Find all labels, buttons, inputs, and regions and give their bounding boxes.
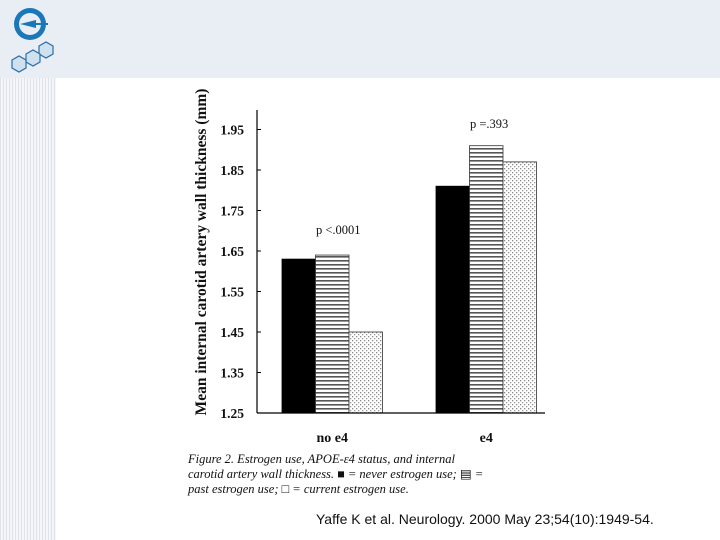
caption-line-2: carotid artery wall thickness. ■ = never estrogen use; ▤ = [188,467,484,481]
bar-horizontal-lines-no-e4 [316,255,350,413]
bar-dotted-e4 [503,162,537,413]
p-value-e4: p =.393 [470,117,509,131]
bar-horizontal-lines-e4 [470,146,504,413]
y-tick-label: 1.75 [220,203,244,219]
p-value-no-e4: p <.0001 [316,223,361,237]
y-tick-label: 1.35 [220,365,244,381]
caption-line-3: past estrogen use; □ = current estrogen use. [188,482,409,496]
x-category-label: e4 [479,431,493,446]
y-tick-label: 1.55 [220,284,244,300]
y-tick-label: 1.45 [220,325,244,340]
bar-solid-e4 [436,186,470,413]
y-tick-label: 1.85 [220,163,244,178]
y-tick-label: 1.25 [220,406,244,421]
bar-dotted-no-e4 [349,332,383,413]
bars-group [282,146,537,413]
citation-text: Yaffe K et al. Neurology. 2000 May 23;54(10):1949-54. [316,511,654,527]
y-ticks-group [220,123,261,422]
y-axis-label: Mean internal carotid artery wall thickness (mm) [193,88,210,416]
bar-solid-no-e4 [282,259,316,413]
x-labels-group [317,431,493,446]
figure-caption [187,452,483,496]
y-tick-label: 1.95 [220,122,244,138]
x-category-label: no e4 [316,431,348,446]
y-tick-label: 1.65 [220,244,244,259]
caption-line-1: Figure 2. Estrogen use, APOE-ε4 status, and internal [188,452,455,466]
